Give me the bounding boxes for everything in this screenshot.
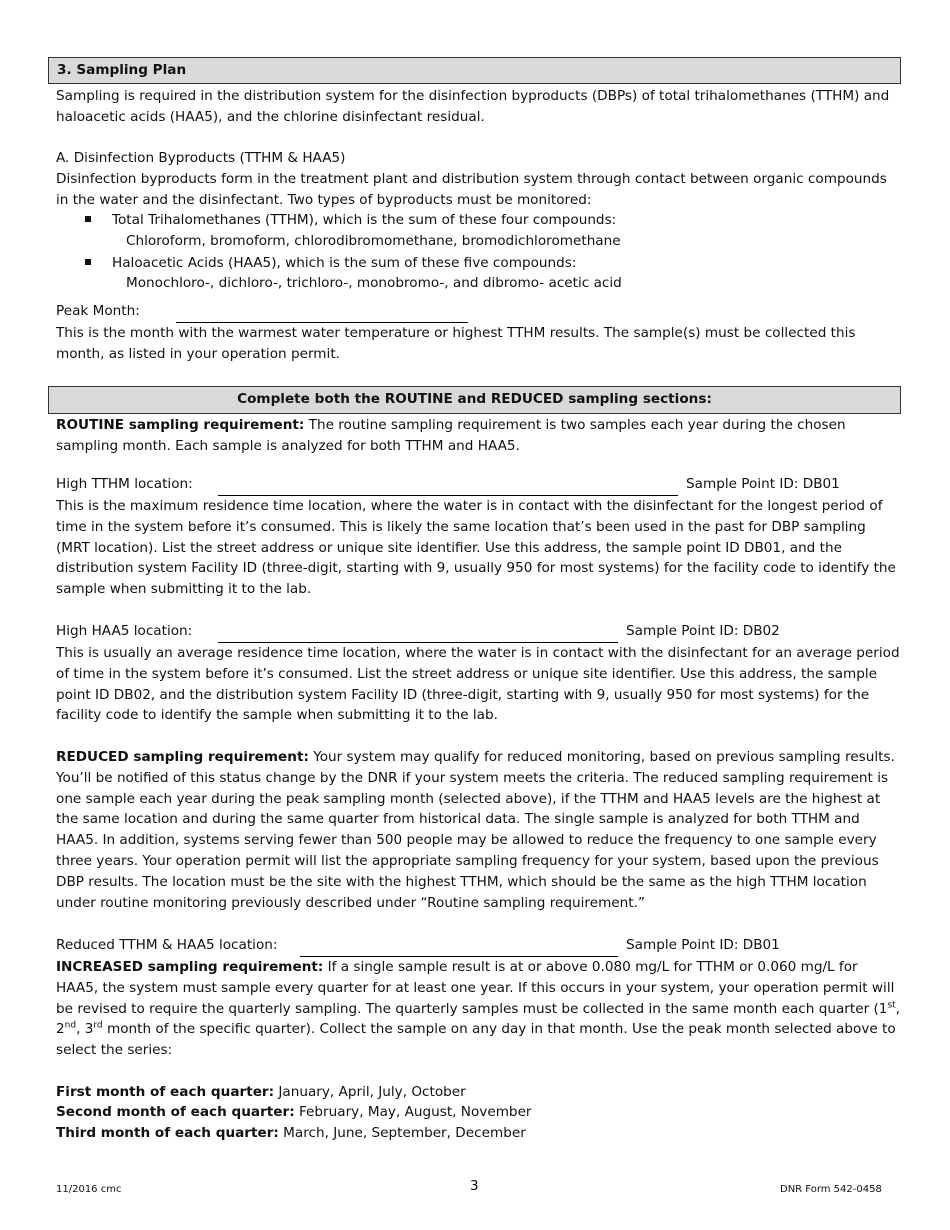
increased-requirement	[56, 957, 902, 1061]
dbp-heading: A. Disinfection Byproducts (TTHM & HAA5)	[56, 150, 346, 166]
dbp-text: Disinfection byproducts form in the treatment plant and distribution system through contact between organic compounds in the water and the disinfectant. Two types of byproducts must be monitored:	[56, 171, 887, 208]
reduced-location-field[interactable]	[300, 937, 618, 957]
high-haa5-location-field[interactable]	[218, 623, 618, 643]
footer-date: 11/2016 cmc	[56, 1184, 122, 1195]
quarter-label: Second month of each quarter:	[56, 1104, 295, 1120]
routine-requirement	[56, 415, 902, 457]
quarter-first	[56, 1082, 902, 1103]
bullet-haa5-compounds: Monochloro-, dichloro-, trichloro-, monobromo-, and dibromo- acetic acid	[126, 275, 622, 291]
bullet-square-icon	[85, 216, 91, 222]
section-intro: Sampling is required in the distribution system for the disinfection byproducts (DBPs) of total trihalomethanes (TTHM) and haloacetic acids (HAA5), and the chlorine disinfectant residual.	[56, 88, 890, 125]
peak-month-text: This is the month with the warmest water temperature or highest TTHM results. The sample(s) must be collected this month, as listed in your operation permit.	[56, 325, 856, 362]
page-number: 3	[470, 1178, 479, 1194]
quarter-months: February, May, August, November	[294, 1104, 532, 1120]
sampling-sections-title: Complete both the ROUTINE and REDUCED sampling sections:	[237, 391, 712, 407]
section-title: 3. Sampling Plan	[57, 62, 187, 78]
increased-text: , 2	[56, 1000, 900, 1038]
bullet-haa5: Haloacetic Acids (HAA5), which is the sum of these five compounds:	[112, 255, 577, 271]
quarter-second	[56, 1102, 902, 1123]
high-haa5-label: High HAA5 location:	[56, 623, 193, 639]
high-tthm-location-field[interactable]	[218, 476, 678, 496]
increased-text: month of the specific quarter). Collect the sample on any day in that month. Use the peak month selected above to select the series:	[56, 1021, 896, 1059]
superscript: rd	[93, 1020, 103, 1031]
sampling-sections-header	[48, 386, 901, 414]
increased-label: INCREASED sampling requirement:	[56, 959, 324, 975]
form-number: DNR Form 542-0458	[780, 1184, 882, 1195]
routine-label: ROUTINE sampling requirement:	[56, 417, 305, 433]
reduced-sample-id: Sample Point ID: DB01	[626, 937, 780, 953]
superscript: nd	[64, 1020, 77, 1031]
high-tthm-text: This is the maximum residence time location, where the water is in contact with the disinfectant for the longest period of time in the system before it’s consumed. This is likely the same location that’s been used in the past for DBP sampling (MRT location). List the street address or unique site identifier. Use this address, the sample point ID DB01, and the distribution system Facility ID (three-digit, starting with 9, usually 950 for most systems) for the facility code to identify the sample when submitting it to the lab.	[56, 498, 896, 598]
high-haa5-text: This is usually an average residence time location, where the water is in contact with the disinfectant for an average period of time in the system before it’s consumed. List the street address or unique site identifier. Use this address, the sample point ID DB02, and the distribution system Facility ID (three-digit, starting with 9, usually 950 for most systems) for the facility code to identify the sample when submitting it to the lab.	[56, 645, 900, 724]
bullet-tthm-compounds: Chloroform, bromoform, chlorodibromomethane, bromodichloromethane	[126, 233, 621, 249]
reduced-text: Your system may qualify for reduced monitoring, based on previous sampling results. You’ll be notified of this status change by the DNR if your system meets the criteria. The reduced sampling requirement is one sample each year during the peak sampling month (selected above), if the TTHM and HAA5 levels are the highest at the same location and during the same quarter from historical data. The single sample is analyzed for both TTHM and HAA5. In addition, systems serving fewer than 500 people may be allowed to reduce the frequency to one sample every three years. Your operation permit will list the appropriate sampling frequency for your system, based upon the previous DBP results. The location must be the site with the highest TTHM, which should be the same as the high TTHM location under routine monitoring previously described under “Routine sampling requirement.”	[56, 749, 895, 911]
routine-text: The routine sampling requirement is two samples each year during the chosen sampling month. Each sample is analyzed for both TTHM and HAA5.	[56, 417, 846, 454]
bullet-tthm: Total Trihalomethanes (TTHM), which is the sum of these four compounds:	[112, 212, 617, 228]
quarter-label: First month of each quarter:	[56, 1084, 275, 1100]
section-header	[48, 57, 901, 84]
reduced-label: REDUCED sampling requirement:	[56, 749, 309, 765]
bullet-square-icon	[85, 259, 91, 265]
superscript: st	[887, 1000, 896, 1011]
peak-month-field[interactable]	[176, 303, 468, 323]
increased-text: If a single sample result is at or above 0.080 mg/L for TTHM or 0.060 mg/L for HAA5, the system must sample every quarter for at least one year. If this occurs in your system, your operation permit will be revised to require the quarterly sampling. The quarterly samples must be collected in the same month each quarter (1	[56, 959, 895, 1017]
quarter-months: March, June, September, December	[278, 1125, 526, 1141]
peak-month-label: Peak Month:	[56, 303, 140, 319]
increased-text: , 3	[76, 1021, 94, 1038]
high-tthm-sample-id: Sample Point ID: DB01	[686, 476, 840, 492]
high-haa5-sample-id: Sample Point ID: DB02	[626, 623, 780, 639]
high-tthm-label: High TTHM location:	[56, 476, 193, 492]
quarter-months: January, April, July, October	[274, 1084, 466, 1100]
quarter-third	[56, 1123, 902, 1144]
quarter-label: Third month of each quarter:	[56, 1125, 279, 1141]
reduced-location-label: Reduced TTHM & HAA5 location:	[56, 937, 278, 953]
reduced-requirement	[56, 747, 902, 913]
